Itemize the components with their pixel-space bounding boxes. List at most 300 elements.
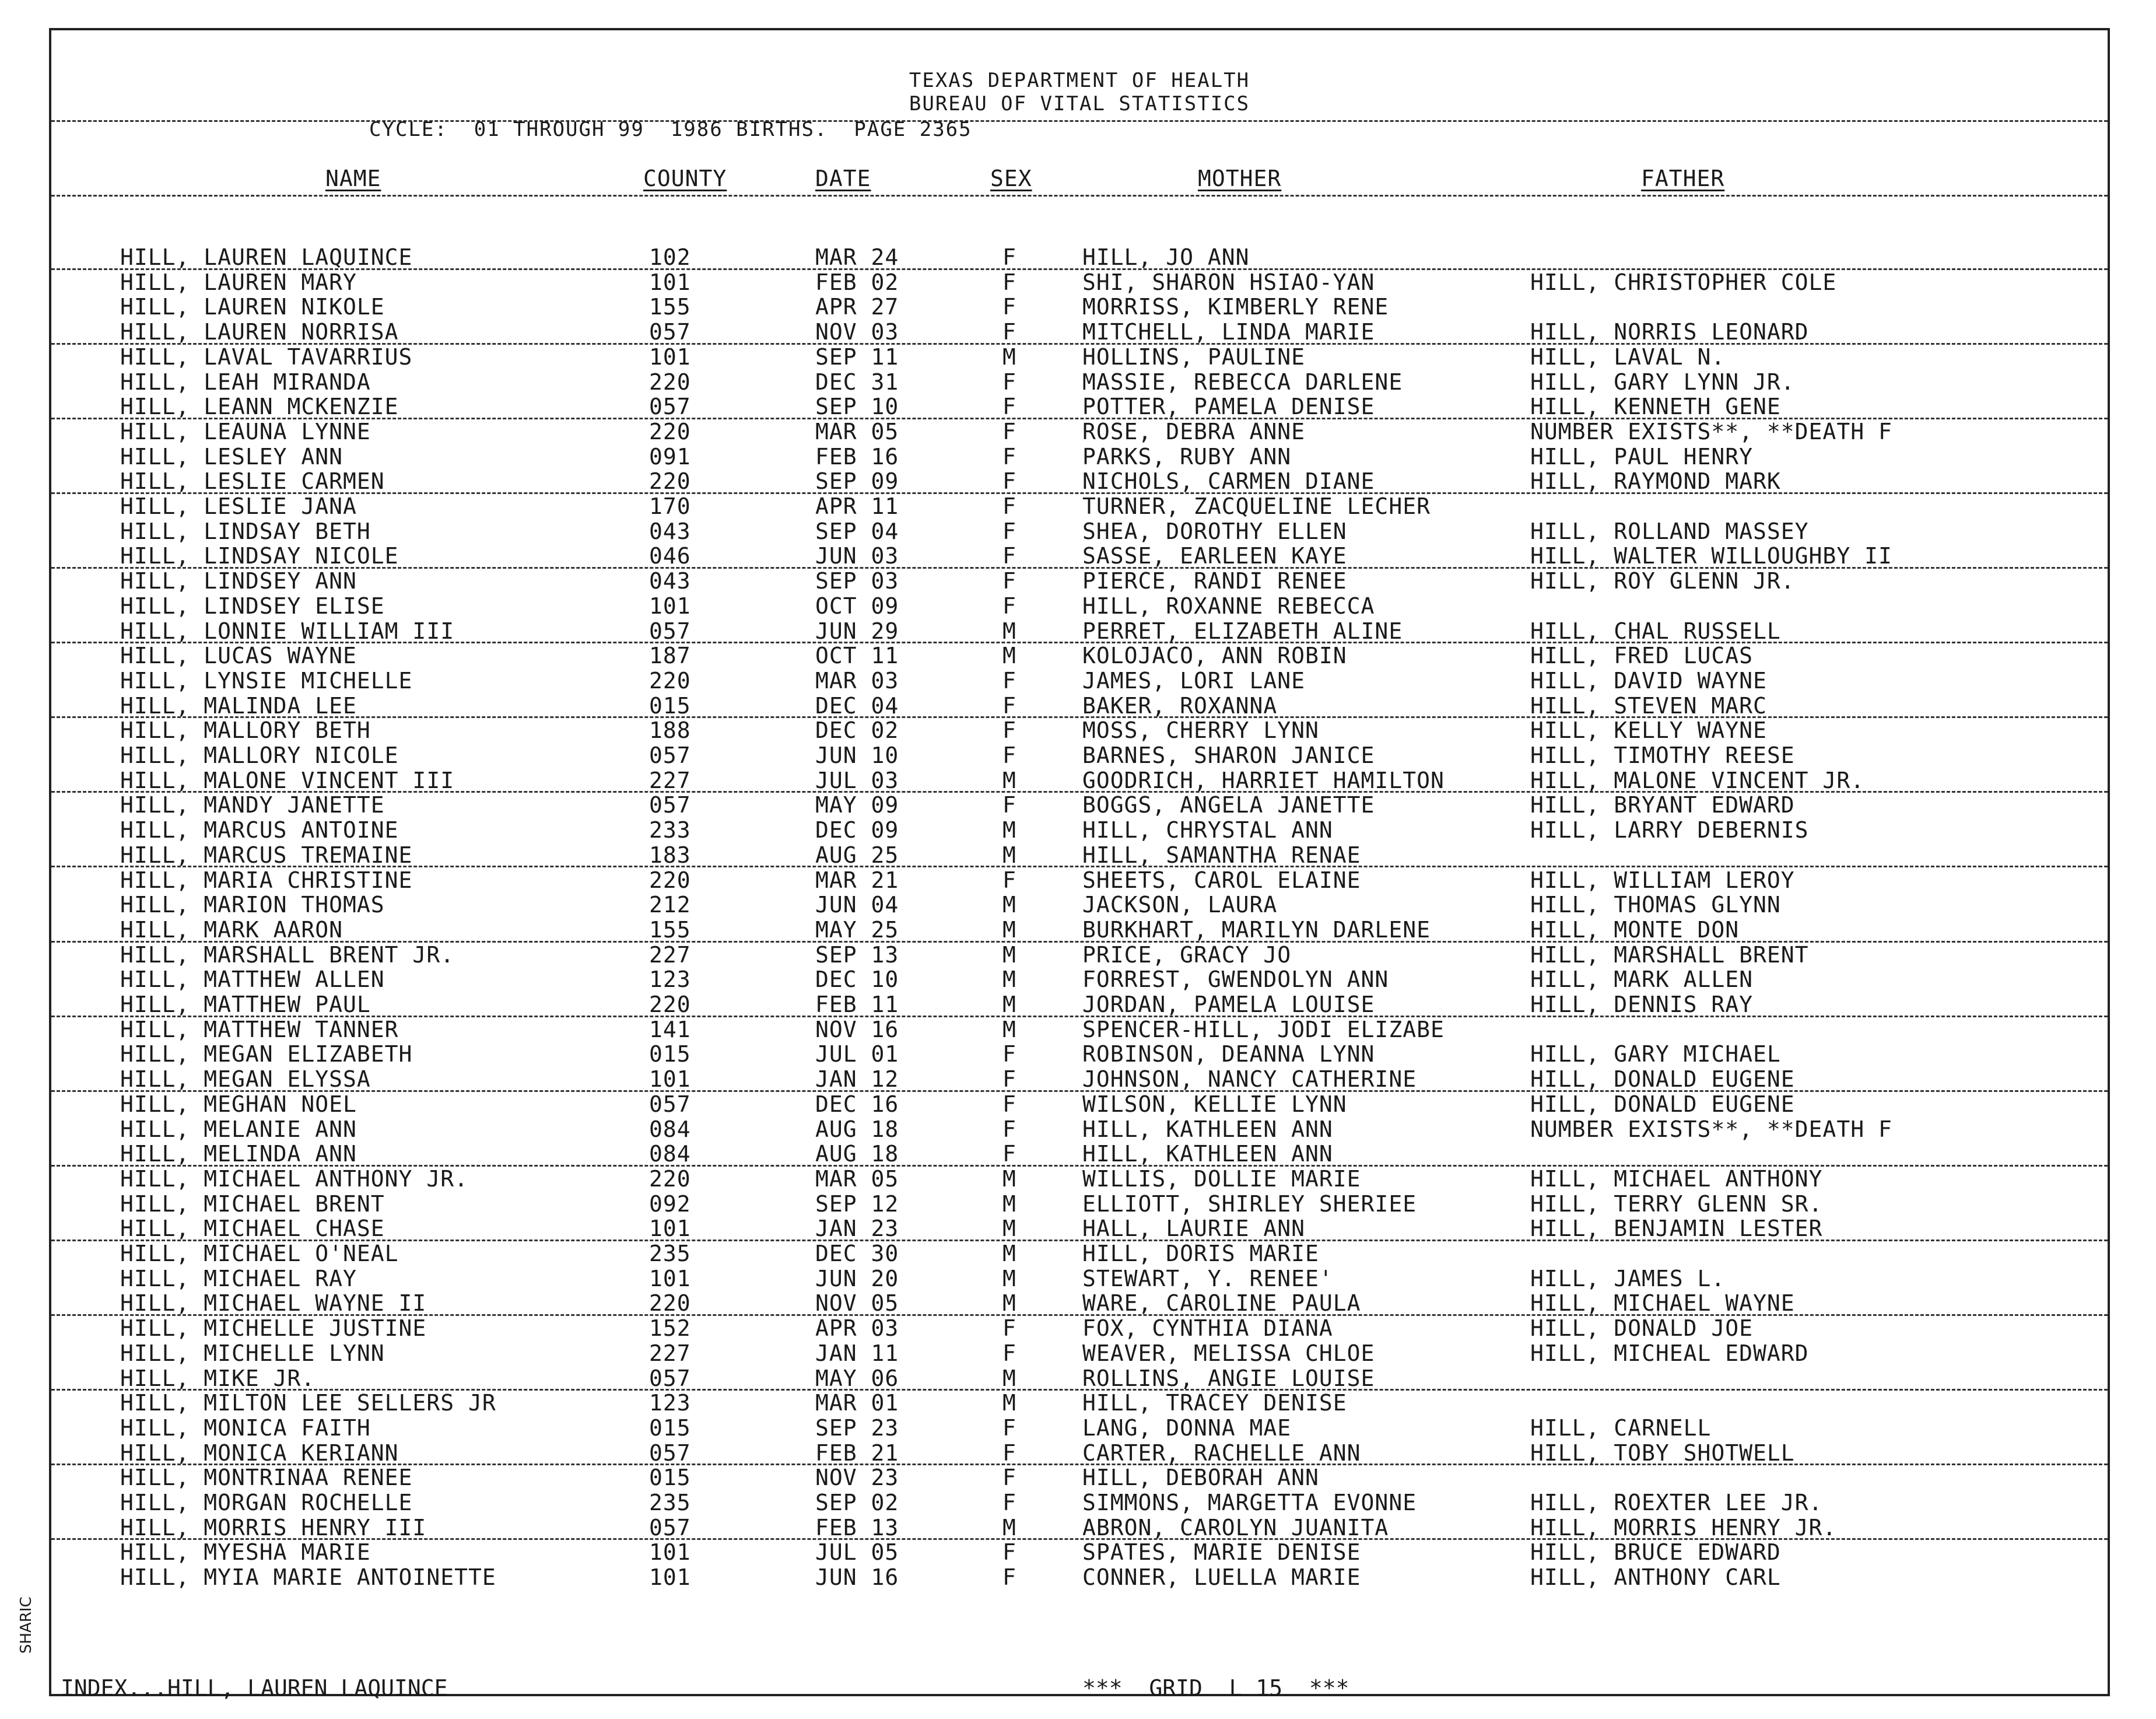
cell-father: HILL, ROLLAND MASSEY: [1530, 518, 1809, 544]
cell-mother: PERRET, ELIZABETH ALINE: [1082, 618, 1403, 644]
cell-county: 057: [649, 1440, 691, 1466]
cell-name: HILL, MICHAEL BRENT: [120, 1191, 385, 1217]
cell-mother: CONNER, LUELLA MARIE: [1082, 1564, 1361, 1591]
table-row: [51, 519, 2108, 544]
cell-county: 123: [649, 967, 691, 993]
cell-sex: F: [1002, 692, 1016, 719]
column-header-father: FATHER: [1641, 166, 1725, 191]
cell-name: HILL, MONTRINAA RENEE: [120, 1465, 413, 1491]
cell-mother: HILL, ROXANNE REBECCA: [1082, 593, 1375, 619]
cell-date: DEC 04: [815, 692, 899, 719]
cell-sex: M: [1002, 1390, 1016, 1416]
cell-county: 101: [649, 1216, 691, 1242]
table-row: [51, 868, 2108, 893]
cell-date: MAR 05: [815, 418, 899, 444]
cell-father: HILL, TOBY SHOTWELL: [1530, 1440, 1795, 1466]
cell-sex: F: [1002, 1041, 1016, 1067]
cell-mother: TURNER, ZACQUELINE LECHER: [1082, 493, 1431, 519]
cell-county: 084: [649, 1141, 691, 1167]
cell-date: SEP 04: [815, 518, 899, 544]
header-rule: [51, 120, 2108, 122]
cell-mother: CARTER, RACHELLE ANN: [1082, 1440, 1361, 1466]
cell-mother: ROSE, DEBRA ANNE: [1082, 418, 1306, 444]
cell-name: HILL, MEGAN ELYSSA: [120, 1066, 371, 1093]
cell-sex: F: [1002, 369, 1016, 395]
table-row: [51, 544, 2108, 569]
cell-sex: M: [1002, 344, 1016, 370]
table-row: [51, 295, 2108, 320]
cell-name: HILL, MATTHEW ALLEN: [120, 967, 385, 993]
cell-sex: F: [1002, 717, 1016, 744]
cell-date: FEB 16: [815, 443, 899, 470]
cell-father: HILL, ANTHONY CARL: [1530, 1564, 1781, 1591]
cell-mother: ABRON, CAROLYN JUANITA: [1082, 1514, 1389, 1541]
cell-name: HILL, LAUREN NORRISA: [120, 319, 399, 345]
cell-county: 057: [649, 743, 691, 768]
cell-mother: HILL, SAMANTHA RENAE: [1082, 842, 1361, 868]
cell-mother: JOHNSON, NANCY CATHERINE: [1082, 1066, 1417, 1093]
cell-name: HILL, MEGHAN NOEL: [120, 1091, 357, 1117]
cell-sex: F: [1002, 1091, 1016, 1117]
cell-county: 091: [649, 443, 691, 470]
cell-sex: M: [1002, 1265, 1016, 1291]
cell-mother: WILSON, KELLIE LYNN: [1082, 1091, 1347, 1117]
cell-sex: F: [1002, 418, 1016, 444]
cell-county: 220: [649, 1290, 691, 1317]
cell-sex: F: [1002, 1564, 1016, 1591]
cell-father: HILL, MORRIS HENRY JR.: [1530, 1514, 1837, 1541]
table-row: [51, 394, 2108, 419]
cell-sex: M: [1002, 842, 1016, 868]
cell-date: OCT 11: [815, 643, 899, 669]
cell-date: MAR 21: [815, 867, 899, 893]
cell-date: MAR 03: [815, 667, 899, 694]
cell-name: HILL, MORRIS HENRY III: [120, 1514, 427, 1541]
cell-name: HILL, LINDSAY NICOLE: [120, 543, 399, 569]
table-row: [51, 444, 2108, 470]
cell-name: HILL, MONICA FAITH: [120, 1415, 371, 1441]
cell-mother: SIMMONS, MARGETTA EVONNE: [1082, 1490, 1417, 1515]
cell-county: 043: [649, 568, 691, 594]
cell-name: HILL, LAUREN LAQUINCE: [120, 244, 413, 270]
bureau-title: BUREAU OF VITAL STATISTICS: [909, 92, 1250, 115]
cell-sex: M: [1002, 1514, 1016, 1541]
cell-name: HILL, LUCAS WAYNE: [120, 643, 357, 669]
cell-county: 152: [649, 1315, 691, 1342]
cell-mother: SHEA, DOROTHY ELLEN: [1082, 518, 1347, 544]
cell-county: 084: [649, 1116, 691, 1142]
cell-date: JUN 10: [815, 743, 899, 768]
cell-county: 057: [649, 792, 691, 818]
cell-mother: NICHOLS, CARMEN DIANE: [1082, 468, 1375, 495]
cell-father: HILL, RAYMOND MARK: [1530, 468, 1781, 495]
cell-father: HILL, WALTER WILLOUGHBY II: [1530, 543, 1892, 569]
table-row: [51, 967, 2108, 992]
cell-mother: BARNES, SHARON JANICE: [1082, 743, 1375, 768]
table-row: [51, 1391, 2108, 1416]
cell-sex: F: [1002, 394, 1016, 420]
cell-mother: ELLIOTT, SHIRLEY SHERIEE: [1082, 1191, 1417, 1217]
cell-name: HILL, LESLEY ANN: [120, 443, 343, 470]
cell-date: JUN 20: [815, 1265, 899, 1291]
table-row: [51, 370, 2108, 395]
cell-name: HILL, MICHAEL CHASE: [120, 1216, 385, 1242]
cell-father: HILL, KENNETH GENE: [1530, 394, 1781, 420]
cell-name: HILL, MATTHEW TANNER: [120, 1016, 399, 1042]
cell-sex: F: [1002, 244, 1016, 270]
cell-father: HILL, DONALD EUGENE: [1530, 1091, 1795, 1117]
cell-mother: HILL, KATHLEEN ANN: [1082, 1116, 1333, 1142]
cell-mother: ROBINSON, DEANNA LYNN: [1082, 1041, 1375, 1067]
cell-date: MAY 06: [815, 1365, 899, 1391]
cell-mother: HILL, CHRYSTAL ANN: [1082, 817, 1333, 843]
table-row: [51, 419, 2108, 444]
table-row: [51, 494, 2108, 519]
cell-sex: F: [1002, 493, 1016, 519]
cell-county: 220: [649, 369, 691, 395]
table-row: [51, 1042, 2108, 1067]
cell-name: HILL, MALLORY BETH: [120, 717, 371, 744]
cell-name: HILL, MORGAN ROCHELLE: [120, 1490, 413, 1515]
cell-name: HILL, MICHELLE LYNN: [120, 1340, 385, 1366]
cell-county: 101: [649, 593, 691, 619]
cell-father: HILL, DONALD EUGENE: [1530, 1066, 1795, 1093]
cell-date: NOV 23: [815, 1465, 899, 1491]
cell-mother: KOLOJACO, ANN ROBIN: [1082, 643, 1347, 669]
cell-date: JUL 01: [815, 1041, 899, 1067]
cell-county: 188: [649, 717, 691, 744]
cell-mother: JACKSON, LAURA: [1082, 892, 1278, 918]
cell-father: HILL, CARNELL: [1530, 1415, 1712, 1441]
cell-father: NUMBER EXISTS**, **DEATH F: [1530, 418, 1892, 444]
table-row: [51, 245, 2108, 270]
cell-name: HILL, MICHAEL RAY: [120, 1265, 357, 1291]
cell-name: HILL, LONNIE WILLIAM III: [120, 618, 455, 644]
cell-mother: HILL, DORIS MARIE: [1082, 1241, 1319, 1266]
cell-name: HILL, MIKE JR.: [120, 1365, 315, 1391]
cell-date: SEP 13: [815, 941, 899, 968]
cell-father: HILL, CHAL RUSSELL: [1530, 618, 1781, 644]
cell-father: HILL, BRYANT EDWARD: [1530, 792, 1795, 818]
column-header-county: COUNTY: [643, 166, 727, 191]
cell-name: HILL, MARCUS ANTOINE: [120, 817, 399, 843]
table-row: [51, 270, 2108, 295]
cell-date: APR 27: [815, 294, 899, 320]
cell-mother: MORRISS, KIMBERLY RENE: [1082, 294, 1389, 320]
cell-father: HILL, DONALD JOE: [1530, 1315, 1754, 1342]
table-row: [51, 1216, 2108, 1241]
cell-sex: F: [1002, 543, 1016, 569]
table-row: [51, 320, 2108, 345]
cell-mother: HOLLINS, PAULINE: [1082, 344, 1306, 370]
cell-county: 057: [649, 394, 691, 420]
cell-name: HILL, LAUREN MARY: [120, 269, 357, 295]
cell-county: 183: [649, 842, 691, 868]
cell-date: DEC 09: [815, 817, 899, 843]
cell-date: NOV 03: [815, 319, 899, 345]
cell-name: HILL, LINDSEY ELISE: [120, 593, 385, 619]
cell-name: HILL, MARIA CHRISTINE: [120, 867, 413, 893]
table-row: [51, 668, 2108, 694]
cell-mother: FOX, CYNTHIA DIANA: [1082, 1315, 1333, 1342]
cell-date: SEP 02: [815, 1490, 899, 1515]
cell-county: 220: [649, 1165, 691, 1192]
cell-father: HILL, WILLIAM LEROY: [1530, 867, 1795, 893]
table-row: [51, 943, 2108, 968]
cell-county: 141: [649, 1016, 691, 1042]
cell-name: HILL, MALLORY NICOLE: [120, 743, 399, 768]
cell-date: SEP 09: [815, 468, 899, 495]
table-row: [51, 1441, 2108, 1466]
cell-date: JUL 03: [815, 767, 899, 793]
table-row: [51, 1316, 2108, 1341]
grid-footer: *** GRID L 15 ***: [1082, 1675, 1349, 1701]
cell-sex: M: [1002, 643, 1016, 669]
cell-mother: BAKER, ROXANNA: [1082, 692, 1278, 719]
cell-name: HILL, MICHAEL WAYNE II: [120, 1290, 427, 1317]
cell-county: 057: [649, 319, 691, 345]
cell-name: HILL, LYNSIE MICHELLE: [120, 667, 413, 694]
cell-county: 155: [649, 294, 691, 320]
cell-name: HILL, MILTON LEE SELLERS JR: [120, 1390, 496, 1416]
table-row: [51, 345, 2108, 370]
table-row: [51, 469, 2108, 494]
cell-mother: SHI, SHARON HSIAO-YAN: [1082, 269, 1375, 295]
cell-date: JUN 16: [815, 1564, 899, 1591]
cell-county: 015: [649, 1041, 691, 1067]
cell-mother: LANG, DONNA MAE: [1082, 1415, 1292, 1441]
cell-county: 123: [649, 1390, 691, 1416]
cell-sex: F: [1002, 1315, 1016, 1342]
cell-mother: JORDAN, PAMELA LOUISE: [1082, 992, 1375, 1017]
cell-mother: HILL, JO ANN: [1082, 244, 1250, 270]
table-row: [51, 743, 2108, 768]
cell-father: HILL, KELLY WAYNE: [1530, 717, 1767, 744]
cell-sex: F: [1002, 1340, 1016, 1366]
cell-date: SEP 11: [815, 344, 899, 370]
cell-mother: BOGGS, ANGELA JANETTE: [1082, 792, 1375, 818]
table-row: [51, 1167, 2108, 1192]
cell-date: FEB 11: [815, 992, 899, 1017]
table-row: [51, 1142, 2108, 1167]
cell-county: 057: [649, 1365, 691, 1391]
cell-sex: M: [1002, 1165, 1016, 1192]
cell-name: HILL, MICHAEL ANTHONY JR.: [120, 1165, 468, 1192]
cell-mother: WEAVER, MELISSA CHLOE: [1082, 1340, 1375, 1366]
cell-name: HILL, MALONE VINCENT III: [120, 767, 455, 793]
cell-sex: F: [1002, 468, 1016, 495]
table-row: [51, 694, 2108, 719]
cell-sex: F: [1002, 269, 1016, 295]
cell-sex: F: [1002, 1440, 1016, 1466]
cell-father: HILL, GARY LYNN JR.: [1530, 369, 1795, 395]
cell-father: HILL, MICHAEL WAYNE: [1530, 1290, 1795, 1317]
cell-date: JUL 05: [815, 1539, 899, 1566]
cell-sex: M: [1002, 1290, 1016, 1317]
table-row: [51, 843, 2108, 868]
cell-county: 101: [649, 1539, 691, 1566]
cell-name: HILL, MARK AARON: [120, 916, 343, 943]
cell-county: 057: [649, 618, 691, 644]
table-row: [51, 1067, 2108, 1092]
cell-county: 220: [649, 667, 691, 694]
cell-father: HILL, LARRY DEBERNIS: [1530, 817, 1809, 843]
table-row: [51, 1241, 2108, 1266]
cell-mother: MOSS, CHERRY LYNN: [1082, 717, 1319, 744]
cell-father: HILL, MARK ALLEN: [1530, 967, 1754, 993]
cell-father: HILL, LAVAL N.: [1530, 344, 1726, 370]
cell-father: HILL, DAVID WAYNE: [1530, 667, 1767, 694]
cell-date: NOV 16: [815, 1016, 899, 1042]
cell-mother: HALL, LAURIE ANN: [1082, 1216, 1306, 1242]
cell-name: HILL, LEAUNA LYNNE: [120, 418, 371, 444]
table-row: [51, 1490, 2108, 1515]
cell-father: HILL, MICHAEL ANTHONY: [1530, 1165, 1823, 1192]
cell-father: HILL, GARY MICHAEL: [1530, 1041, 1781, 1067]
cell-name: HILL, LINDSEY ANN: [120, 568, 357, 594]
cell-county: 227: [649, 941, 691, 968]
cell-mother: GOODRICH, HARRIET HAMILTON: [1082, 767, 1445, 793]
cell-name: HILL, MELANIE ANN: [120, 1116, 357, 1142]
cell-mother: WILLIS, DOLLIE MARIE: [1082, 1165, 1361, 1192]
cell-father: HILL, CHRISTOPHER COLE: [1530, 269, 1837, 295]
cell-father: HILL, STEVEN MARC: [1530, 692, 1767, 719]
cell-date: FEB 02: [815, 269, 899, 295]
cell-date: SEP 12: [815, 1191, 899, 1217]
cell-sex: M: [1002, 1365, 1016, 1391]
cell-father: HILL, BRUCE EDWARD: [1530, 1539, 1781, 1566]
cell-date: JUN 29: [815, 618, 899, 644]
cell-date: APR 03: [815, 1315, 899, 1342]
cell-date: DEC 10: [815, 967, 899, 993]
cell-date: OCT 09: [815, 593, 899, 619]
cell-sex: F: [1002, 792, 1016, 818]
cell-father: HILL, MICHEAL EDWARD: [1530, 1340, 1809, 1366]
cell-county: 101: [649, 1265, 691, 1291]
cell-sex: F: [1002, 1066, 1016, 1093]
cell-date: FEB 13: [815, 1514, 899, 1541]
cell-sex: F: [1002, 593, 1016, 619]
cell-date: SEP 10: [815, 394, 899, 420]
cell-sex: F: [1002, 867, 1016, 893]
cell-sex: F: [1002, 518, 1016, 544]
cell-county: 015: [649, 692, 691, 719]
cell-county: 220: [649, 992, 691, 1017]
table-row: [51, 1515, 2108, 1541]
cell-county: 170: [649, 493, 691, 519]
cell-mother: SPENCER-HILL, JODI ELIZABE: [1082, 1016, 1445, 1042]
cell-mother: POTTER, PAMELA DENISE: [1082, 394, 1375, 420]
cell-date: MAY 25: [815, 916, 899, 943]
table-row: [51, 892, 2108, 918]
cell-mother: PRICE, GRACY JO: [1082, 941, 1292, 968]
cell-name: HILL, LESLIE CARMEN: [120, 468, 385, 495]
cell-sex: F: [1002, 443, 1016, 470]
cell-mother: WARE, CAROLINE PAULA: [1082, 1290, 1361, 1317]
cell-date: SEP 23: [815, 1415, 899, 1441]
cell-county: 155: [649, 916, 691, 943]
cell-father: HILL, DENNIS RAY: [1530, 992, 1754, 1017]
cell-father: HILL, BENJAMIN LESTER: [1530, 1216, 1823, 1242]
cell-sex: M: [1002, 1216, 1016, 1242]
cell-date: APR 11: [815, 493, 899, 519]
table-row: [51, 1266, 2108, 1291]
cell-county: 015: [649, 1415, 691, 1441]
cell-father: HILL, ROY GLENN JR.: [1530, 568, 1795, 594]
agency-title: TEXAS DEPARTMENT OF HEALTH: [909, 69, 1250, 92]
table-row: [51, 768, 2108, 793]
cell-date: DEC 16: [815, 1091, 899, 1117]
table-row: [51, 1565, 2108, 1590]
cell-county: 235: [649, 1490, 691, 1515]
cell-sex: M: [1002, 941, 1016, 968]
table-row: [51, 793, 2108, 818]
cell-father: HILL, MALONE VINCENT JR.: [1530, 767, 1865, 793]
cell-date: MAY 09: [815, 792, 899, 818]
cell-name: HILL, MALINDA LEE: [120, 692, 357, 719]
cell-date: DEC 02: [815, 717, 899, 744]
cell-county: 227: [649, 767, 691, 793]
cell-county: 227: [649, 1340, 691, 1366]
cell-father: HILL, TIMOTHY REESE: [1530, 743, 1795, 768]
table-row: [51, 1465, 2108, 1490]
cell-name: HILL, MARION THOMAS: [120, 892, 385, 918]
cell-county: 102: [649, 244, 691, 270]
printout-page: [49, 28, 2110, 1701]
column-header-name: NAME: [325, 166, 381, 191]
cell-date: AUG 18: [815, 1116, 899, 1142]
cell-sex: F: [1002, 743, 1016, 768]
cell-county: 220: [649, 867, 691, 893]
cell-date: DEC 30: [815, 1241, 899, 1266]
cell-county: 043: [649, 518, 691, 544]
cell-sex: F: [1002, 1539, 1016, 1566]
cell-name: HILL, MYESHA MARIE: [120, 1539, 371, 1566]
cell-name: HILL, LESLIE JANA: [120, 493, 357, 519]
cell-mother: PIERCE, RANDI RENEE: [1082, 568, 1347, 594]
table-row: [51, 818, 2108, 843]
cell-father: HILL, TERRY GLENN SR.: [1530, 1191, 1823, 1217]
cell-mother: SASSE, EARLEEN KAYE: [1082, 543, 1347, 569]
cell-sex: M: [1002, 1241, 1016, 1266]
cell-date: MAR 01: [815, 1390, 899, 1416]
cell-date: JAN 12: [815, 1066, 899, 1093]
cell-date: NOV 05: [815, 1290, 899, 1317]
cell-sex: F: [1002, 1116, 1016, 1142]
cell-county: 212: [649, 892, 691, 918]
cell-mother: HILL, TRACEY DENISE: [1082, 1390, 1347, 1416]
column-header-sex: SEX: [990, 166, 1032, 191]
table-row: [51, 1117, 2108, 1142]
table-row: [51, 1192, 2108, 1217]
cell-sex: F: [1002, 1415, 1016, 1441]
cell-name: HILL, MEGAN ELIZABETH: [120, 1041, 413, 1067]
cell-sex: F: [1002, 319, 1016, 345]
cell-mother: ROLLINS, ANGIE LOUISE: [1082, 1365, 1375, 1391]
column-header-rule: [51, 195, 2108, 197]
cell-county: 220: [649, 418, 691, 444]
table-row: [51, 918, 2108, 943]
cell-sex: F: [1002, 568, 1016, 594]
cell-date: JUN 04: [815, 892, 899, 918]
cell-mother: MITCHELL, LINDA MARIE: [1082, 319, 1375, 345]
cell-sex: M: [1002, 967, 1016, 993]
cell-father: NUMBER EXISTS**, **DEATH F: [1530, 1116, 1892, 1142]
cell-mother: MASSIE, REBECCA DARLENE: [1082, 369, 1403, 395]
cell-name: HILL, MARSHALL BRENT JR.: [120, 941, 455, 968]
cell-name: HILL, MANDY JANETTE: [120, 792, 385, 818]
cell-date: FEB 21: [815, 1440, 899, 1466]
